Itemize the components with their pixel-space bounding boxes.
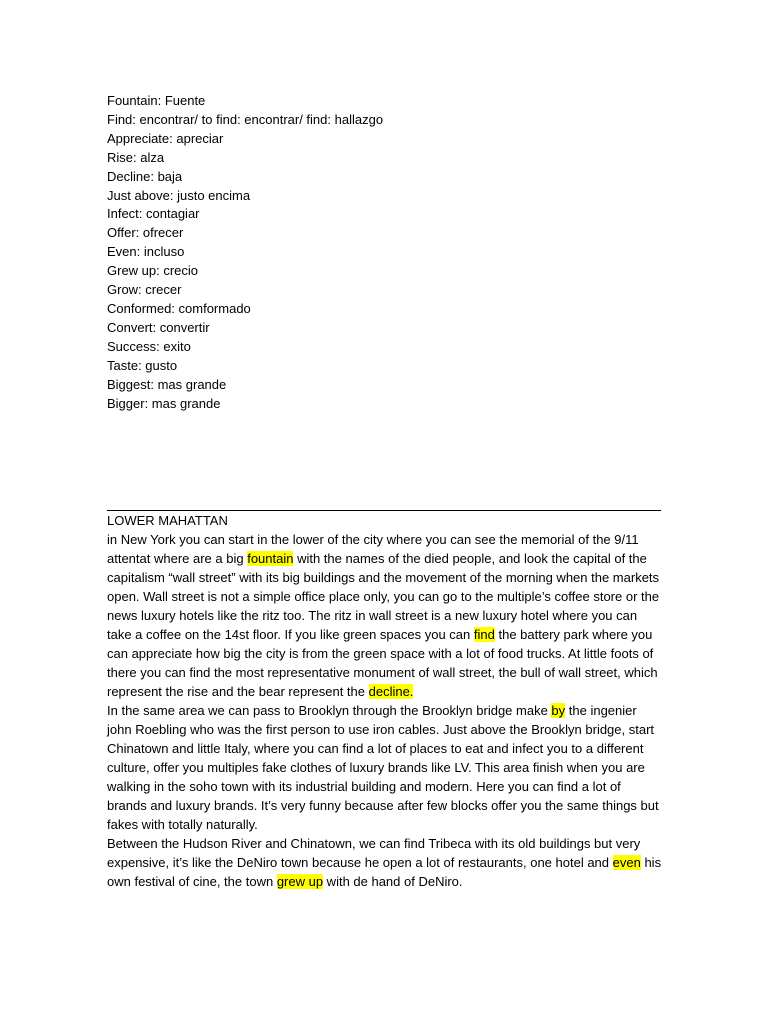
vocab-item: Biggest: mas grande — [107, 376, 227, 392]
highlighted-word: even — [612, 855, 641, 870]
paragraph-text: In the same area we can pass to Brooklyn through the Brooklyn bridge make — [107, 703, 552, 718]
vocab-item: Just above: justo encima — [107, 187, 251, 203]
essay-paragraph — [107, 701, 663, 834]
vocab-item: Bigger: mas grande — [107, 395, 221, 411]
vocab-item: Decline: baja — [107, 168, 183, 184]
essay-paragraph — [107, 834, 663, 891]
vocab-item: Taste: gusto — [107, 357, 178, 373]
vocab-item: Rise: alza — [107, 149, 165, 165]
vocabulary-list — [107, 92, 667, 413]
paragraph-text: the ingenier john Roebling who was the first person to use iron cables. Just above the Brooklyn bridge, start Chinatown and little Italy, where you can find a lot of places to eat and infect you to a different culture, offer you multiples fake clothes of luxury brands like LV. This area finish when you are walking in the soho town with its industrial building and modern. Here you can find a lot of brands and luxury brands. It’s very funny because after few blocks offer you the same things but fakes with totally naturally. — [107, 703, 659, 832]
highlighted-word: fountain — [247, 551, 294, 566]
essay-section — [107, 511, 663, 891]
highlighted-word: decline. — [368, 684, 414, 699]
paragraph-text: the battery park where you can appreciate how big the city is from the green space with a lot of food trucks. At little foots of there you can find the most representative monument of wall street, the bull of wall street, which represent the rise and the bear represent the — [107, 627, 658, 699]
highlighted-word: find — [473, 627, 495, 642]
vocab-item: Fountain: Fuente — [107, 93, 206, 108]
highlighted-word: by — [551, 703, 566, 718]
vocab-item: Grow: crecer — [107, 282, 182, 298]
paragraph-text: his own festival of cine, the town — [107, 855, 662, 889]
vocab-item: Conformed: comformado — [107, 300, 251, 316]
vocab-item: Appreciate: apreciar — [107, 130, 224, 146]
paragraph-text: in New York you can start in the lower of the city where you can see the memorial of the 9/11 attentat where are a big — [107, 532, 639, 566]
vocab-item: Infect: contagiar — [107, 206, 200, 222]
vocab-item: Success: exito — [107, 338, 191, 354]
vocab-item: Grew up: crecio — [107, 263, 199, 279]
vocab-item: Offer: ofrecer — [107, 225, 184, 241]
vocab-item: Convert: convertir — [107, 319, 210, 335]
essay-paragraph — [107, 530, 663, 701]
vocab-item: Find: encontrar/ to find: encontrar/ find: hallazgo — [107, 111, 384, 127]
paragraph-text: Between the Hudson River and Chinatown, we can find Tribeca with its old buildings but very expensive, it’s like the DeNiro town because he open a lot of restaurants, one hotel and — [107, 836, 641, 870]
paragraph-text: with the names of the died people, and look the capital of the capitalism “wall street” with its big buildings and the movement of the morning when the markets open. Wall street is not a simple office place only, you can go to the multiple’s coffee store or the news luxury hotels like the ritz too. The ritz in wall street is a new luxury hotel where you can take a coffee on the 14st floor. If you like green spaces you can — [107, 551, 660, 642]
highlighted-word: grew up — [276, 874, 324, 889]
vocab-item: Even: incluso — [107, 244, 185, 260]
essay-title: LOWER MAHATTAN — [107, 513, 228, 528]
paragraph-text: with de hand of DeNiro. — [323, 874, 463, 889]
